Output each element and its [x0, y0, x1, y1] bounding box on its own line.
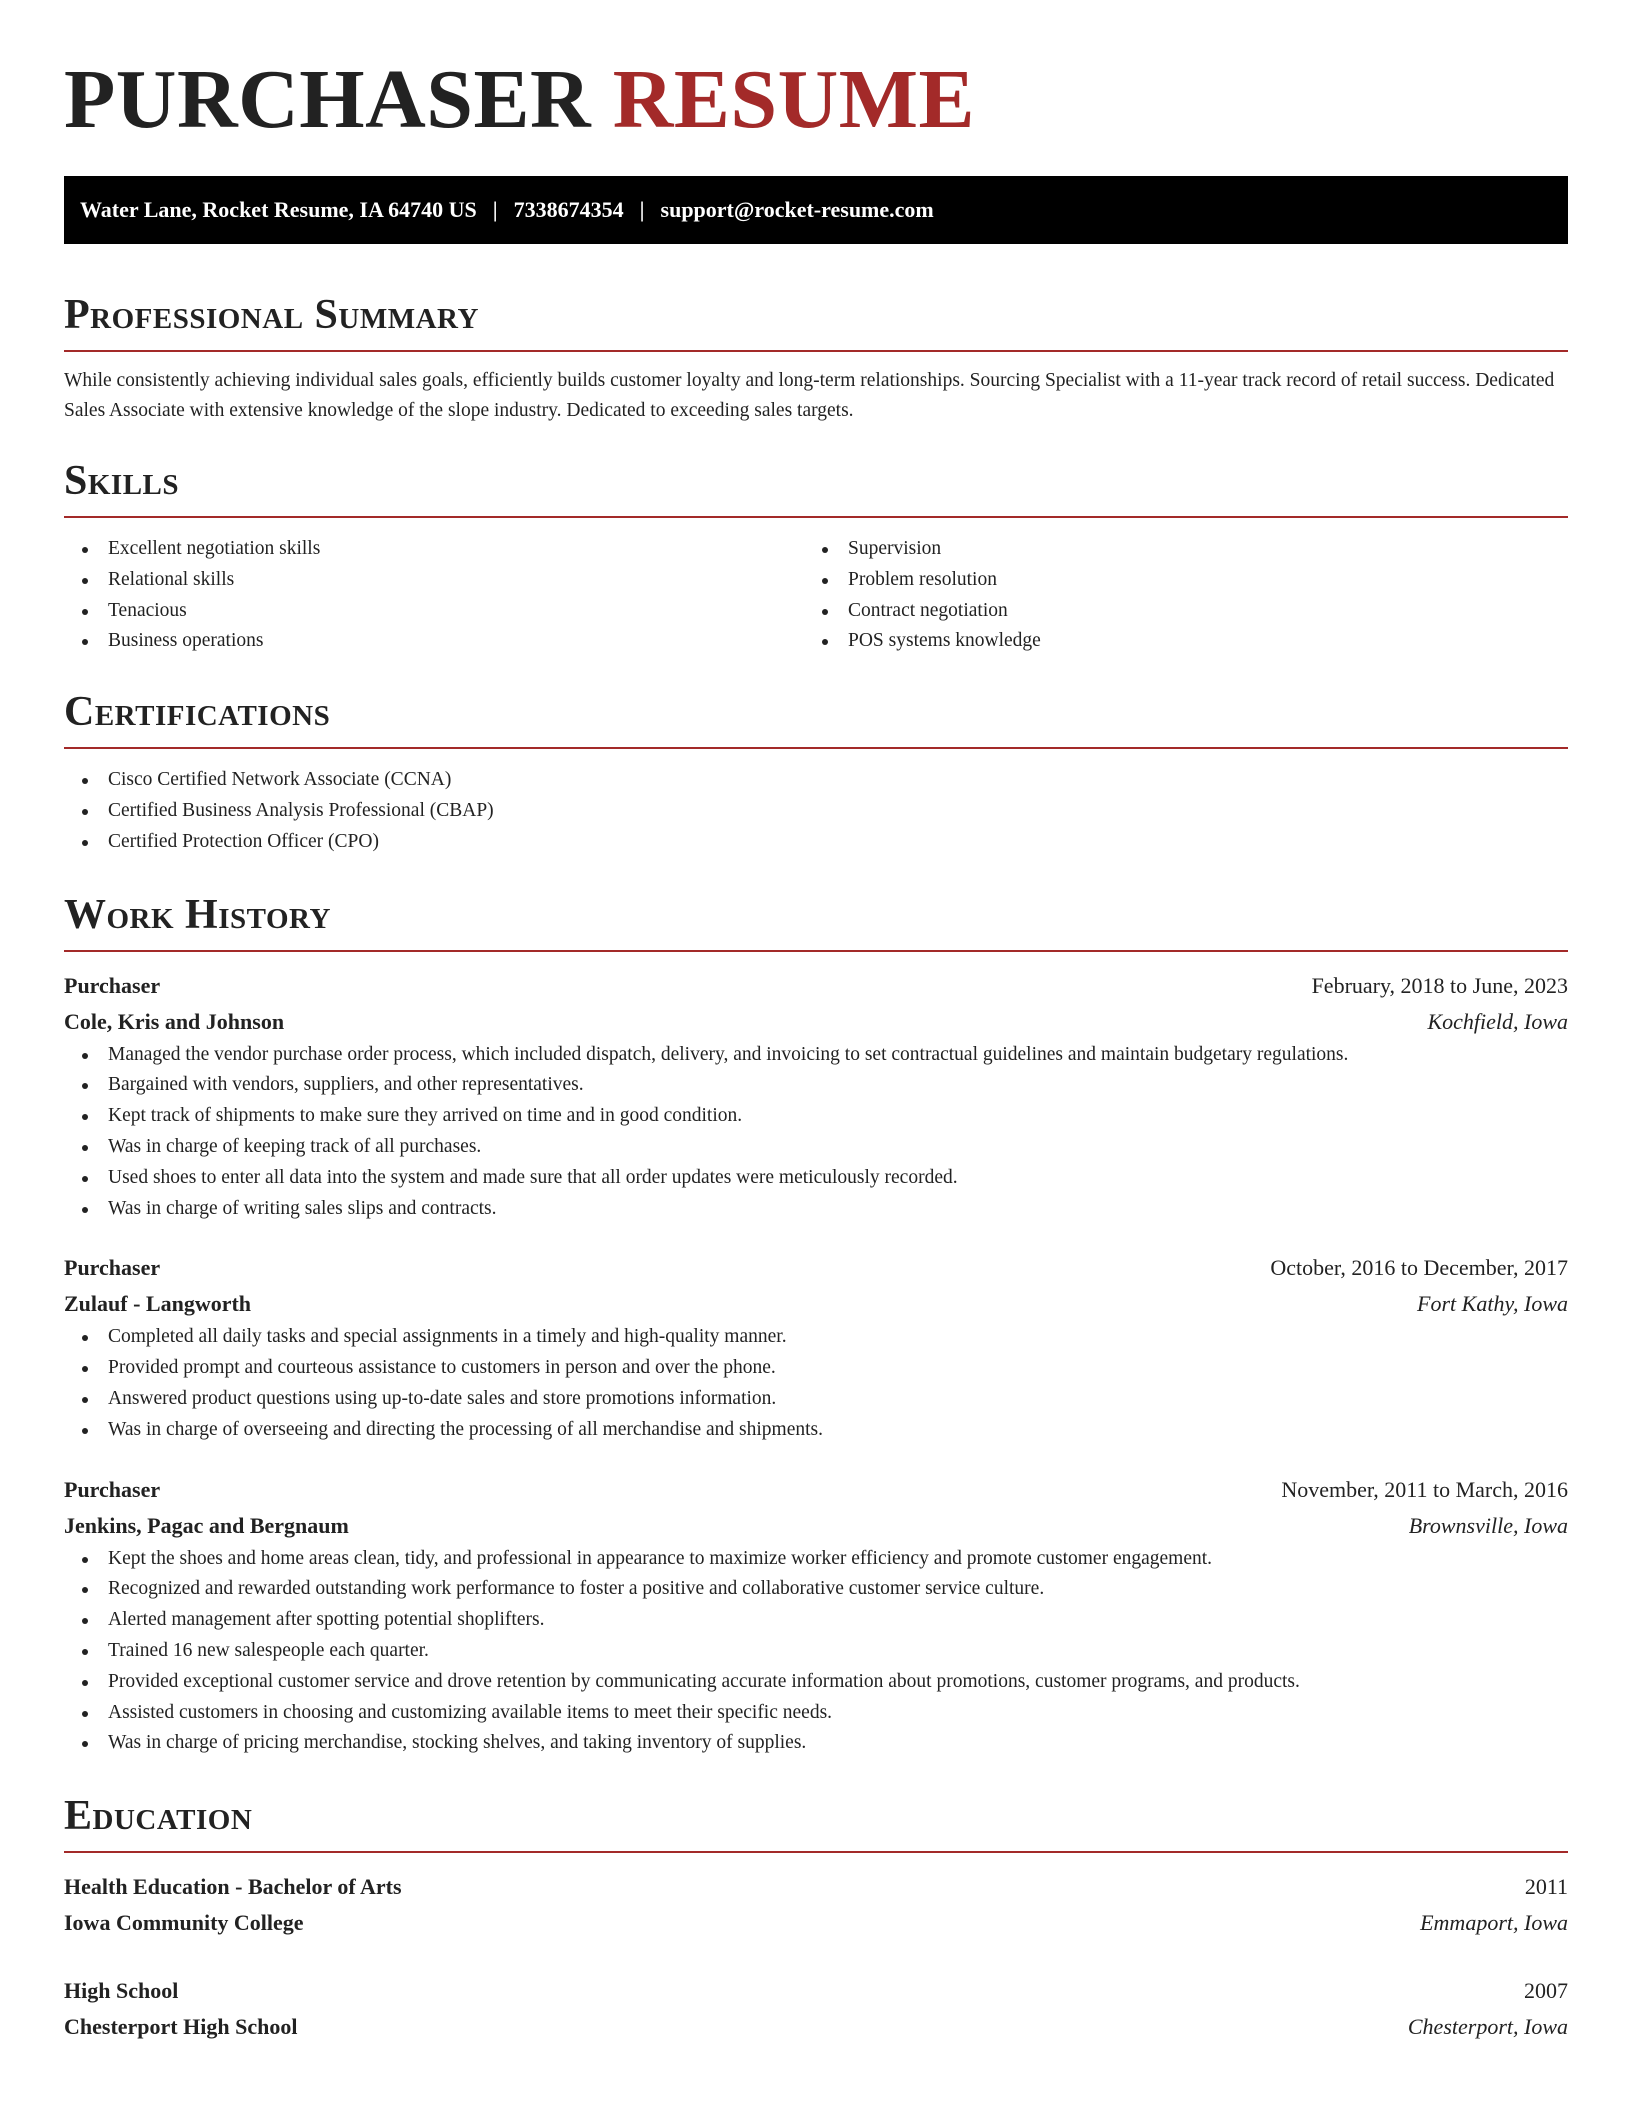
job-company: Cole, Kris and Johnson: [64, 1008, 285, 1034]
job-title: Purchaser: [64, 1476, 161, 1502]
job-entry: [64, 1250, 1568, 1445]
education-degree: Health Education - Bachelor of Arts: [64, 1874, 402, 1900]
job-duties-list: [64, 1322, 1568, 1445]
contact-bar: [64, 176, 1568, 244]
title-word-purchaser: PURCHASER: [64, 53, 592, 146]
job-duty: Used shoes to enter all data into the system and made sure that all order updates were meticulously recorded.: [64, 1163, 1568, 1194]
job-entry: [64, 968, 1568, 1225]
job-duty: Was in charge of overseeing and directing the processing of all merchandise and shipments.: [64, 1415, 1568, 1446]
job-title: Purchaser: [64, 1255, 161, 1281]
skill-item: Contract negotiation: [804, 596, 1544, 627]
skill-item: Supervision: [804, 534, 1544, 565]
education-entry: [64, 1973, 1568, 2045]
contact-separator: |: [639, 197, 645, 222]
skills-section: [64, 460, 1568, 657]
job-duty: Kept track of shipments to make sure they arrived on time and in good condition.: [64, 1101, 1568, 1132]
job-duty: Was in charge of pricing merchandise, stocking shelves, and taking inventory of supplies.: [64, 1728, 1568, 1759]
job-duty: Was in charge of writing sales slips and contracts.: [64, 1194, 1568, 1225]
education-entry: [64, 1869, 1568, 1941]
work-history-section: [64, 891, 1568, 1760]
education-year: 2007: [1524, 1978, 1568, 2004]
certifications-heading: Certifications: [64, 691, 1568, 749]
job-duty: Provided prompt and courteous assistance to customers in person and over the phone.: [64, 1353, 1568, 1384]
contact-phone: 7338674354: [513, 197, 624, 222]
certification-item: Cisco Certified Network Associate (CCNA): [64, 765, 1568, 796]
education-location: Chesterport, Iowa: [1407, 2014, 1568, 2040]
skill-item: Tenacious: [64, 596, 804, 627]
job-dates: November, 2011 to March, 2016: [1281, 1476, 1568, 1502]
summary-section: [64, 294, 1568, 426]
job-company: Jenkins, Pagac and Bergnaum: [64, 1512, 349, 1538]
education-school: Chesterport High School: [64, 2014, 298, 2040]
skill-item: Problem resolution: [804, 565, 1544, 596]
certifications-list: [64, 765, 1568, 857]
skill-item: Excellent negotiation skills: [64, 534, 804, 565]
contact-email: support@rocket-resume.com: [660, 197, 934, 222]
job-location: Brownsville, Iowa: [1408, 1512, 1568, 1538]
certifications-section: [64, 691, 1568, 857]
education-location: Emmaport, Iowa: [1420, 1910, 1568, 1936]
education-degree: High School: [64, 1978, 179, 2004]
job-duty: Was in charge of keeping track of all purchases.: [64, 1132, 1568, 1163]
education-year: 2011: [1524, 1874, 1568, 1900]
job-duty: Completed all daily tasks and special assignments in a timely and high-quality manner.: [64, 1322, 1568, 1353]
skills-columns: [64, 534, 1568, 657]
job-duty: Answered product questions using up-to-date sales and store promotions information.: [64, 1384, 1568, 1415]
job-duty: Recognized and rewarded outstanding work performance to foster a positive and collaborative customer service culture.: [64, 1574, 1568, 1605]
contact-separator: |: [492, 197, 498, 222]
job-entry: [64, 1472, 1568, 1760]
contact-address: Water Lane, Rocket Resume, IA 64740 US: [80, 197, 477, 222]
certification-item: Certified Protection Officer (CPO): [64, 827, 1568, 858]
job-duty: Kept the shoes and home areas clean, tidy, and professional in appearance to maximize worker efficiency and promote customer engagement.: [64, 1544, 1568, 1575]
title-word-resume: RESUME: [612, 53, 976, 146]
job-company: Zulauf - Langworth: [64, 1291, 252, 1317]
job-location: Kochfield, Iowa: [1427, 1008, 1568, 1034]
certification-item: Certified Business Analysis Professional (CBAP): [64, 796, 1568, 827]
skill-item: POS systems knowledge: [804, 626, 1544, 657]
summary-heading: Professional Summary: [64, 294, 1568, 352]
skills-heading: Skills: [64, 460, 1568, 518]
education-heading: Education: [64, 1795, 1568, 1853]
job-location: Fort Kathy, Iowa: [1417, 1291, 1568, 1317]
job-duty: Alerted management after spotting potential shoplifters.: [64, 1605, 1568, 1636]
resume-title: [64, 0, 1568, 176]
skill-item: Business operations: [64, 626, 804, 657]
education-school: Iowa Community College: [64, 1910, 304, 1936]
job-title: Purchaser: [64, 972, 161, 998]
job-duties-list: [64, 1040, 1568, 1225]
skills-list-left: [64, 534, 804, 657]
job-duties-list: [64, 1544, 1568, 1760]
job-duty: Managed the vendor purchase order process, which included dispatch, delivery, and invoicing to set contractual guidelines and maintain budgetary regulations.: [64, 1040, 1568, 1071]
summary-text: While consistently achieving individual sales goals, efficiently builds customer loyalty and long-term relationships. Sourcing Specialist with a 11-year track record of retail success. Dedicated Sales Associate with extensive knowledge of the slope industry. Dedicated to exceeding sales targets.: [64, 370, 1555, 421]
skill-item: Relational skills: [64, 565, 804, 596]
skills-list-right: [804, 534, 1544, 657]
job-duty: Bargained with vendors, suppliers, and other representatives.: [64, 1070, 1568, 1101]
work-history-heading: Work History: [64, 894, 1568, 952]
job-duty: Assisted customers in choosing and customizing available items to meet their specific needs.: [64, 1698, 1568, 1729]
job-duty: Trained 16 new salespeople each quarter.: [64, 1636, 1568, 1667]
job-dates: October, 2016 to December, 2017: [1270, 1255, 1568, 1281]
job-dates: February, 2018 to June, 2023: [1311, 972, 1568, 998]
job-duty: Provided exceptional customer service and drove retention by communicating accurate information about promotions, customer programs, and products.: [64, 1667, 1568, 1698]
education-section: [64, 1795, 1568, 2045]
resume-page: [64, 0, 1568, 2045]
